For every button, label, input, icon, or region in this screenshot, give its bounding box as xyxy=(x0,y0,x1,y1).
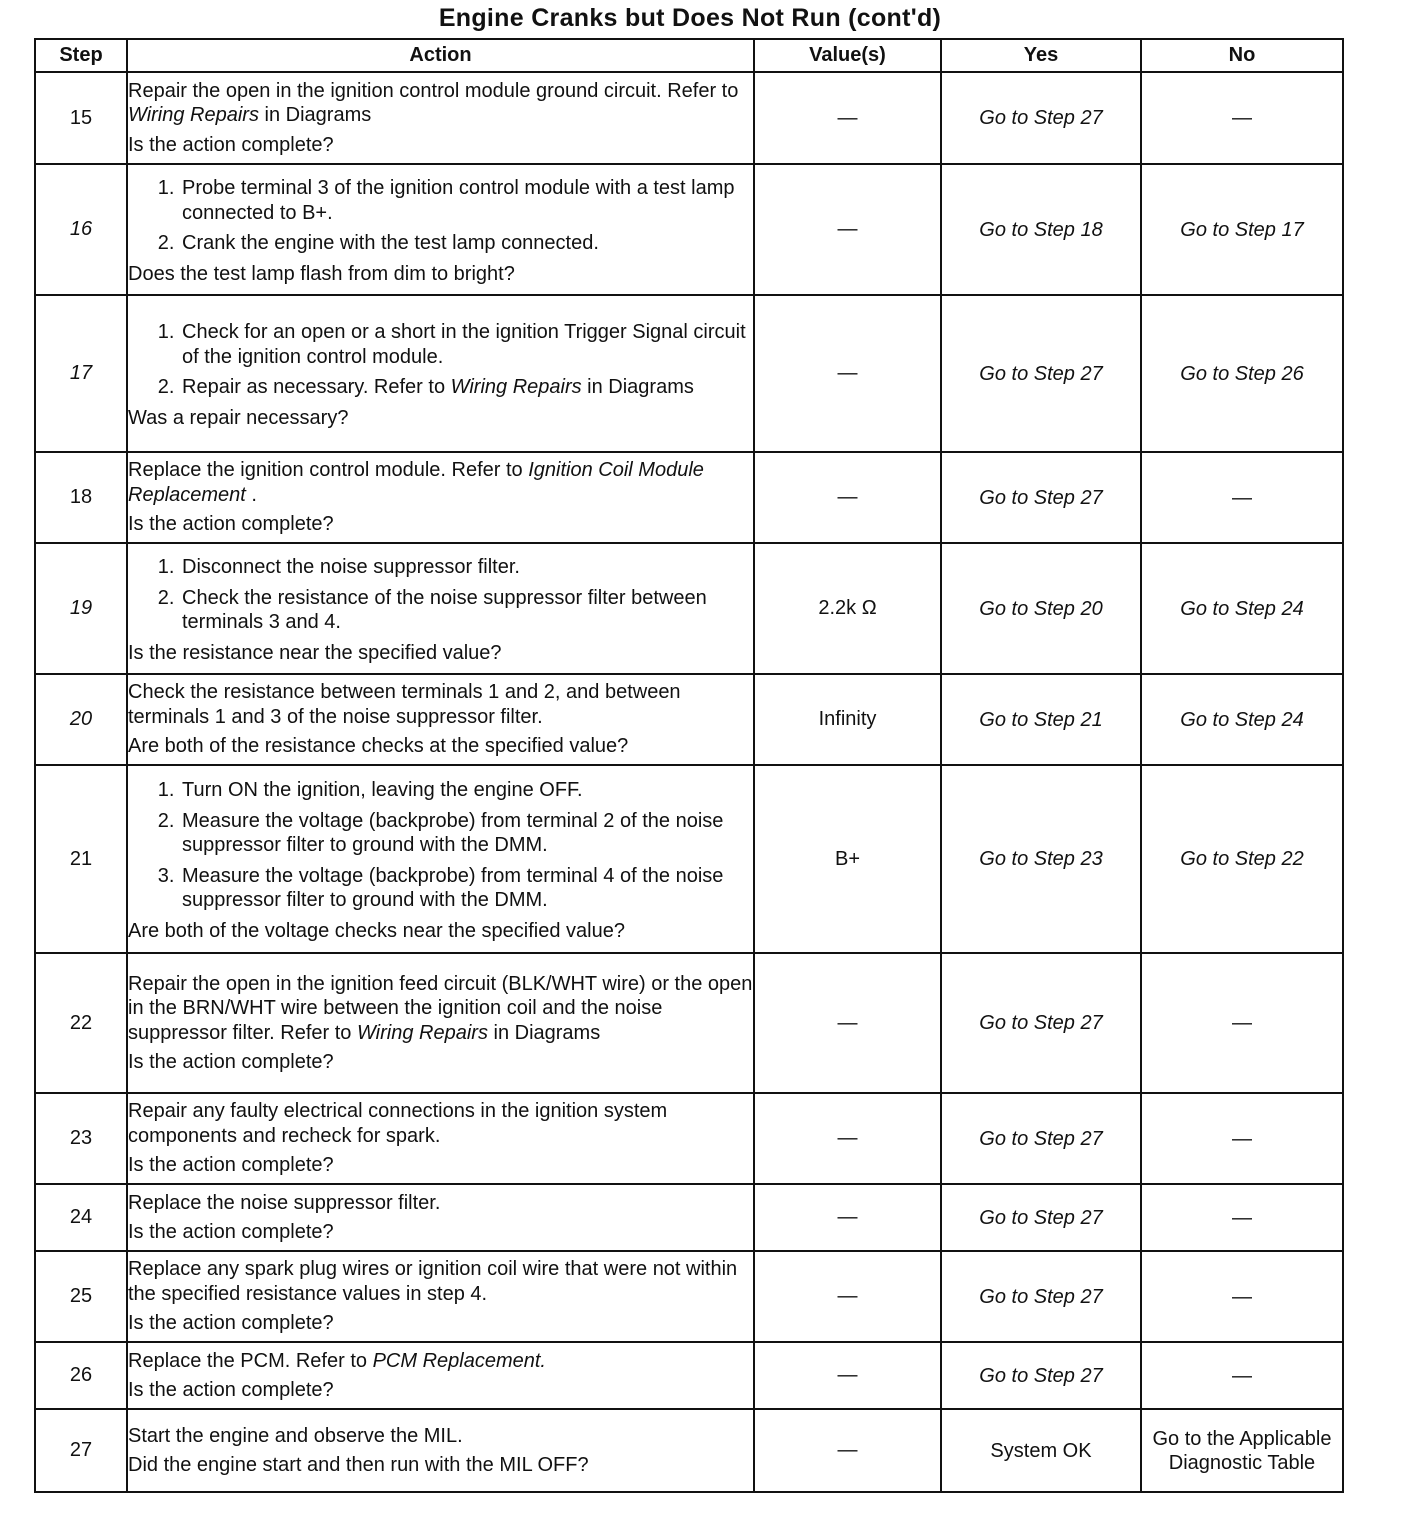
action-question: Are both of the resistance checks at the specified value? xyxy=(128,735,629,758)
action-cell xyxy=(127,72,754,164)
action-text: Disconnect the noise suppressor filter. xyxy=(182,556,520,578)
header-action: Action xyxy=(127,39,754,72)
no-result: Go to Step 22 xyxy=(1141,765,1343,953)
yes-result: Go to Step 27 xyxy=(941,452,1141,543)
header-no: No xyxy=(1141,39,1343,72)
table-row xyxy=(35,295,1343,452)
yes-result: Go to Step 21 xyxy=(941,674,1141,765)
step-number: 23 xyxy=(35,1093,127,1184)
value-cell: — xyxy=(754,1251,941,1342)
list-item xyxy=(180,375,753,400)
action-steps-list xyxy=(128,778,753,913)
action-instruction xyxy=(128,1257,753,1306)
action-text: Repair the open in the ignition feed circuit (BLK/WHT wire) or the open in the BRN/WHT wire between the ignition coil and the noise suppressor filter. Refer to xyxy=(128,972,753,1044)
action-cell xyxy=(127,1342,754,1409)
action-text: in Diagrams xyxy=(581,376,694,398)
no-result: — xyxy=(1141,1184,1343,1251)
action-cell xyxy=(127,674,754,765)
header-row xyxy=(35,39,1343,72)
yes-result: Go to Step 27 xyxy=(941,295,1141,452)
action-instruction xyxy=(128,680,753,729)
action-question: Did the engine start and then run with the MIL OFF? xyxy=(128,1454,589,1476)
list-item xyxy=(180,231,753,256)
action-instruction xyxy=(128,1191,753,1216)
action-cell xyxy=(127,452,754,543)
action-steps-list xyxy=(128,176,753,256)
action-text: in Diagrams xyxy=(487,1021,601,1044)
table-row xyxy=(35,674,1343,765)
action-cell xyxy=(127,1251,754,1342)
action-text: Repair as necessary. Refer to xyxy=(182,376,451,398)
action-text: Repair the open in the ignition control module ground circuit. Refer to xyxy=(128,79,739,102)
action-question: Was a repair necessary? xyxy=(128,406,349,429)
list-item xyxy=(180,555,753,580)
action-text: Start the engine and observe the MIL. xyxy=(128,1424,463,1447)
page-title: Engine Cranks but Does Not Run (cont'd) xyxy=(438,4,942,32)
action-cell xyxy=(127,164,754,295)
yes-result: System OK xyxy=(941,1409,1141,1492)
action-cell xyxy=(127,543,754,674)
table-row xyxy=(35,1251,1343,1342)
table-row xyxy=(35,452,1343,543)
no-result: — xyxy=(1141,1342,1343,1409)
value-cell: — xyxy=(754,452,941,543)
value-cell: — xyxy=(754,72,941,164)
table-row xyxy=(35,164,1343,295)
step-number: 21 xyxy=(35,765,127,953)
step-number: 17 xyxy=(35,295,127,452)
action-cell xyxy=(127,953,754,1093)
value-cell: — xyxy=(754,953,941,1093)
step-number: 26 xyxy=(35,1342,127,1409)
no-result: — xyxy=(1141,953,1343,1093)
table-row xyxy=(35,1184,1343,1251)
list-item xyxy=(180,320,753,369)
action-text: Replace the ignition control module. Refer to xyxy=(128,459,529,482)
step-number: 22 xyxy=(35,953,127,1093)
action-question: Is the action complete? xyxy=(128,1379,334,1401)
yes-result: Go to Step 18 xyxy=(941,164,1141,295)
step-number: 16 xyxy=(35,164,127,295)
action-cell xyxy=(127,1093,754,1184)
table-row xyxy=(35,72,1343,164)
diagnostic-table xyxy=(34,38,1344,1493)
table-row xyxy=(35,543,1343,674)
list-item xyxy=(180,778,753,803)
table-row xyxy=(35,765,1343,953)
action-question: Is the action complete? xyxy=(128,133,334,156)
yes-result: Go to Step 27 xyxy=(941,1251,1141,1342)
action-instruction xyxy=(128,458,753,507)
reference-link-text: Wiring Repairs xyxy=(128,104,259,127)
step-number: 15 xyxy=(35,72,127,164)
action-text: Replace any spark plug wires or ignition coil wire that were not within the specified resistance values in step 4. xyxy=(128,1258,738,1305)
table-row xyxy=(35,1093,1343,1184)
no-result: — xyxy=(1141,1251,1343,1342)
step-number: 27 xyxy=(35,1409,127,1492)
table-row xyxy=(35,953,1343,1093)
step-number: 20 xyxy=(35,674,127,765)
no-result: — xyxy=(1141,1093,1343,1184)
action-text: Check for an open or a short in the ignition Trigger Signal circuit of the ignition control module. xyxy=(182,321,746,368)
yes-result: Go to Step 27 xyxy=(941,1342,1141,1409)
action-question: Is the action complete? xyxy=(128,1051,334,1073)
action-question: Is the resistance near the specified value? xyxy=(128,641,502,664)
header-step: Step xyxy=(35,39,127,72)
step-number: 25 xyxy=(35,1251,127,1342)
action-question: Does the test lamp flash from dim to bright? xyxy=(128,262,515,285)
action-text: Probe terminal 3 of the ignition control module with a test lamp connected to B+. xyxy=(182,177,735,224)
action-instruction xyxy=(128,1349,753,1374)
value-cell: Infinity xyxy=(754,674,941,765)
action-cell xyxy=(127,1184,754,1251)
action-instruction xyxy=(128,1424,753,1449)
action-instruction xyxy=(128,1099,753,1148)
action-instruction xyxy=(128,972,753,1046)
action-text: in Diagrams xyxy=(258,104,372,127)
no-result: — xyxy=(1141,72,1343,164)
action-text: . xyxy=(245,483,257,506)
step-number: 19 xyxy=(35,543,127,674)
no-result: Go to Step 17 xyxy=(1141,164,1343,295)
reference-link-text: PCM Replacement. xyxy=(372,1349,546,1372)
action-question: Is the action complete? xyxy=(128,513,334,536)
value-cell: — xyxy=(754,1184,941,1251)
step-number: 18 xyxy=(35,452,127,543)
action-question: Is the action complete? xyxy=(128,1221,334,1243)
list-item xyxy=(180,176,753,225)
list-item xyxy=(180,864,753,913)
action-question: Are both of the voltage checks near the specified value? xyxy=(128,919,625,942)
action-question: Is the action complete? xyxy=(128,1312,334,1335)
header-values: Value(s) xyxy=(754,39,941,72)
action-text: Crank the engine with the test lamp connected. xyxy=(182,232,599,254)
value-cell: — xyxy=(754,1409,941,1492)
reference-link-text: Wiring Repairs xyxy=(450,376,582,398)
action-text: Check the resistance of the noise suppressor filter between terminals 3 and 4. xyxy=(182,586,707,633)
header-yes: Yes xyxy=(941,39,1141,72)
action-cell xyxy=(127,765,754,953)
action-steps-list xyxy=(128,555,753,635)
action-cell xyxy=(127,1409,754,1492)
yes-result: Go to Step 23 xyxy=(941,765,1141,953)
no-result: — xyxy=(1141,452,1343,543)
no-result: Go to Step 24 xyxy=(1141,674,1343,765)
yes-result: Go to Step 27 xyxy=(941,1184,1141,1251)
yes-result: Go to Step 27 xyxy=(941,1093,1141,1184)
no-result: Go to Step 24 xyxy=(1141,543,1343,674)
value-cell: — xyxy=(754,164,941,295)
list-item xyxy=(180,586,753,635)
action-text: Replace the PCM. Refer to xyxy=(128,1349,373,1372)
reference-link-text: Ignition Coil Module Replacement xyxy=(128,459,704,506)
value-cell: — xyxy=(754,1342,941,1409)
action-question: Is the action complete? xyxy=(128,1154,334,1177)
value-cell: — xyxy=(754,295,941,452)
table-row xyxy=(35,1342,1343,1409)
table-body xyxy=(35,72,1343,1492)
list-item xyxy=(180,809,753,858)
reference-link-text: Wiring Repairs xyxy=(356,1021,488,1044)
step-number: 24 xyxy=(35,1184,127,1251)
action-text: Turn ON the ignition, leaving the engine OFF. xyxy=(182,779,583,801)
action-instruction xyxy=(128,79,753,128)
action-text: Measure the voltage (backprobe) from terminal 2 of the noise suppressor filter to ground with the DMM. xyxy=(182,809,724,856)
value-cell: B+ xyxy=(754,765,941,953)
action-steps-list xyxy=(128,320,753,400)
action-cell xyxy=(127,295,754,452)
action-text: Check the resistance between terminals 1 and 2, and between terminals 1 and 3 of the noise suppressor filter. xyxy=(128,681,681,728)
no-result: Go to the Applicable Diagnostic Table xyxy=(1141,1409,1343,1492)
value-cell: 2.2k Ω xyxy=(754,543,941,674)
yes-result: Go to Step 27 xyxy=(941,72,1141,164)
action-text: Repair any faulty electrical connections in the ignition system components and recheck for spark. xyxy=(128,1100,668,1147)
action-text: Replace the noise suppressor filter. xyxy=(128,1191,441,1214)
action-text: Measure the voltage (backprobe) from terminal 4 of the noise suppressor filter to ground with the DMM. xyxy=(182,864,724,911)
yes-result: Go to Step 27 xyxy=(941,953,1141,1093)
table-row xyxy=(35,1409,1343,1492)
value-cell: — xyxy=(754,1093,941,1184)
no-result: Go to Step 26 xyxy=(1141,295,1343,452)
yes-result: Go to Step 20 xyxy=(941,543,1141,674)
